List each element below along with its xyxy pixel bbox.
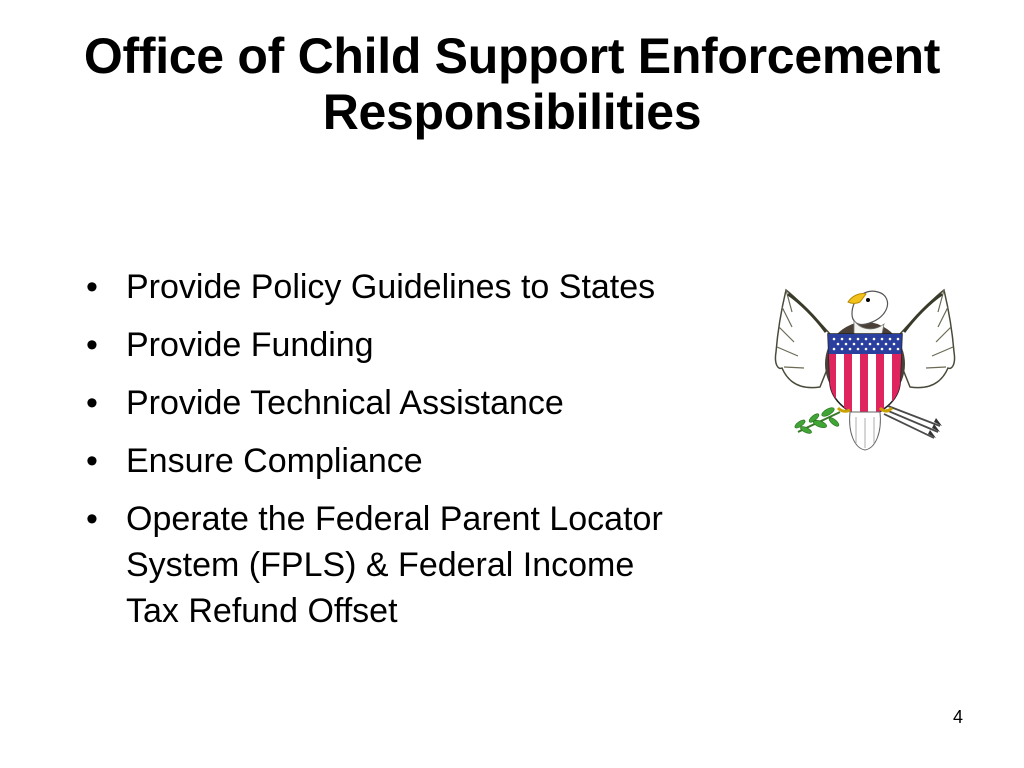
list-item-text: Provide Funding (126, 326, 374, 364)
list-item-text: System (FPLS) & Federal Income (126, 546, 635, 584)
list-item (82, 322, 772, 368)
list-item (82, 438, 772, 484)
bullet-list (82, 264, 772, 646)
bullet-icon: • (86, 326, 98, 364)
bullet-icon: • (86, 500, 98, 538)
title-line-2: Responsibilities (322, 84, 702, 140)
list-item-text: Ensure Compliance (126, 442, 423, 480)
list-item-text: Provide Policy Guidelines to States (126, 268, 656, 306)
eagle-seal-icon (770, 272, 960, 456)
bullet-icon: • (86, 268, 98, 306)
page-title (0, 28, 1024, 140)
list-item-text: Tax Refund Offset (126, 592, 398, 630)
list-item-text: Provide Technical Assistance (126, 384, 564, 422)
page-number: 4 (952, 707, 963, 727)
list-item-text: Operate the Federal Parent Locator (126, 500, 663, 538)
bullet-icon: • (86, 384, 98, 422)
list-item (82, 380, 772, 426)
list-item (82, 496, 772, 634)
bullet-icon: • (86, 442, 98, 480)
title-line-1: Office of Child Support Enforcement (83, 28, 941, 84)
list-item (82, 264, 772, 310)
